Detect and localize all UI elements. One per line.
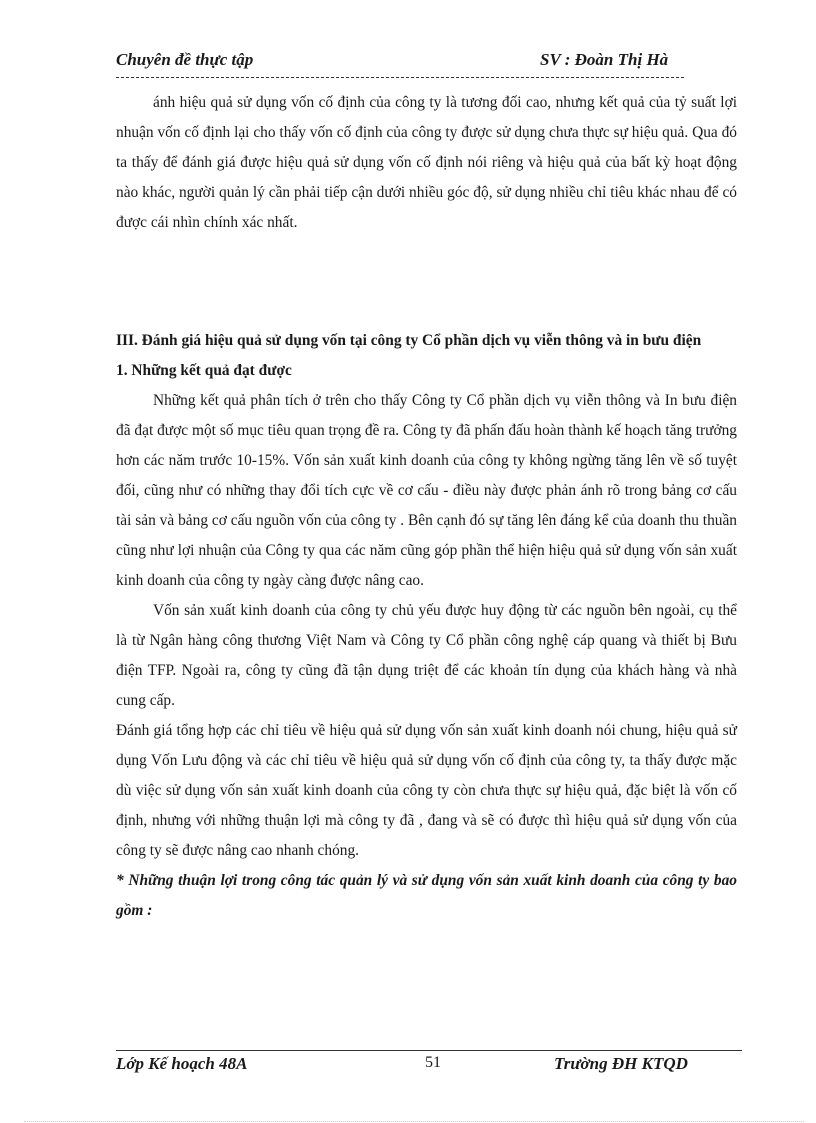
footer-divider <box>116 1050 742 1051</box>
page-footer <box>116 1054 742 1078</box>
header-report-title: Chuyên đề thực tập <box>116 50 254 69</box>
paragraph-evaluation: Đánh giá tổng hợp các chỉ tiêu về hiệu quả sử dụng vốn sản xuất kinh doanh nói chung, hiệu quả sử dụng Vốn Lưu động và các chỉ tiêu về hiệu quả sử dụng vốn cố định của công ty, ta thấy được mặc dù việc sử dụng vốn sản xuất kinh doanh của công ty còn chưa thực sự hiệu quả, đặc biệt là vốn cố định, nhưng với những thuận lợi mà công ty đã , đang và sẽ có được thì hiệu quả sử dụng vốn của công ty sẽ được nâng cao nhanh chóng. <box>116 722 737 859</box>
footer-class: Lớp Kế hoạch 48A <box>116 1054 248 1073</box>
intro-paragraph: ánh hiệu quả sử dụng vốn cố định của công ty là tương đối cao, nhưng kết quả của tỷ suất lợi nhuận vốn cố định lại cho thấy vốn cố định của công ty được sử dụng chưa thực sự hiệu quả. Qua đó ta thấy để đánh giá được hiệu quả sử dụng vốn cố định nói riêng và hiệu quả của bất kỳ hoạt động nào khác, người quản lý cần phải tiếp cận dưới nhiều góc độ, sử dụng nhiều chỉ tiêu khác nhau để có được cái nhìn chính xác nhất. <box>116 94 737 231</box>
advantages-heading: * Những thuận lợi trong công tác quản lý và sử dụng vốn sản xuất kinh doanh của công ty bao gồm : <box>116 872 737 919</box>
paragraph-results: Những kết quả phân tích ở trên cho thấy Công ty Cổ phần dịch vụ viễn thông và In bưu điện đã đạt được một số mục tiêu quan trọng đề ra. Công ty đã phấn đấu hoàn thành kế hoạch tăng trưởng hơn các năm trước 10-15%. Vốn sản xuất kinh doanh của công ty không ngừng tăng lên về số tuyệt đối, cũng như có những thay đổi tích cực về cơ cấu - điều này được phản ánh rõ trong bảng cơ cấu tài sản và bảng cơ cấu nguồn vốn của công ty . Bên cạnh đó sự tăng lên đáng kể của doanh thu thuần cũng như lợi nhuận của Công ty qua các năm cũng góp phần thể hiện hiệu quả sử dụng vốn sản xuất kinh doanh của công ty ngày càng được nâng cao. <box>116 392 737 589</box>
intro-block <box>116 88 737 238</box>
subsection-heading: 1. Những kết quả đạt được <box>116 362 292 379</box>
header-divider <box>116 77 684 78</box>
page-header <box>116 50 688 72</box>
main-content <box>116 326 737 926</box>
footer-school: Trường ĐH KTQD <box>554 1054 688 1073</box>
page-number: 51 <box>425 1054 441 1071</box>
paragraph-funding: Vốn sản xuất kinh doanh của công ty chủ yếu được huy động từ các nguồn bên ngoài, cụ thể là từ Ngân hàng công thương Việt Nam và Công ty Cổ phần công nghệ cáp quang và thiết bị Bưu điện TFP. Ngoài ra, công ty cũng đã tận dụng triệt để các khoản tín dụng của khách hàng và nhà cung cấp. <box>116 602 737 709</box>
header-student-name: SV : Đoàn Thị Hà <box>540 50 669 69</box>
section-heading: III. Đánh giá hiệu quả sử dụng vốn tại công ty Cổ phần dịch vụ viễn thông và in bưu điện <box>116 332 702 349</box>
page-edge-dotted-line <box>24 1121 804 1122</box>
